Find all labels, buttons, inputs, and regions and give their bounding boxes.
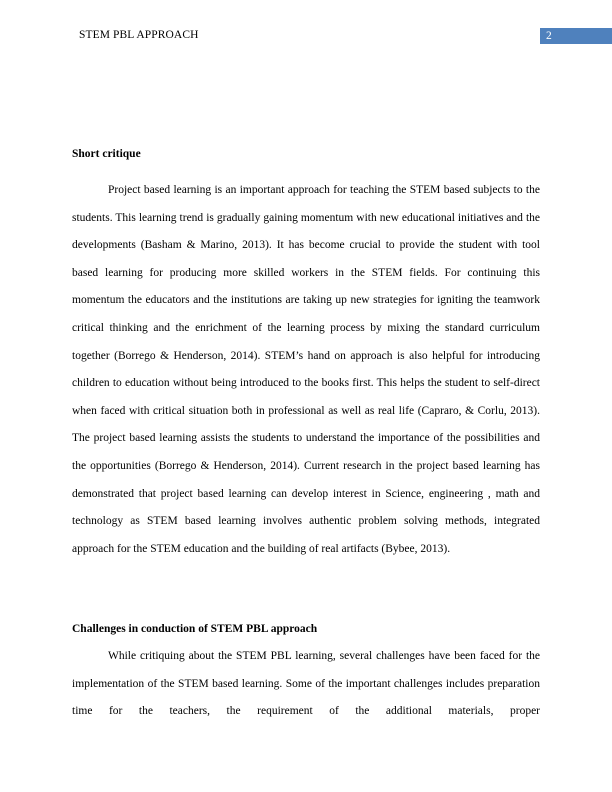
paragraph-short-critique: Project based learning is an important approach for teaching the STEM based subjects to the students. This learning trend is gradually gaining momentum with new educational initiatives and the developments (Basham & Marino, 2013). It has become crucial to provide the student with tool based learning for producing more skilled workers in the STEM fields. For continuing this momentum the educators and the institutions are taking up new strategies for igniting the teamwork critical thinking and the enrichment of the learning process by mixing the standard curriculum together (Borrego & Henderson, 2014). STEM’s hand on approach is also helpful for introducing children to education without being introduced to the books first. This helps the student to self-direct when faced with critical situation both in professional as well as real life (Capraro, & Corlu, 2013). The project based learning assists the students to understand the importance of the possibilities and the opportunities (Borrego & Henderson, 2014). Current research in the project based learning has demonstrated that project based learning can develop interest in Science, engineering , math and technology as STEM based learning involves authentic problem solving methods, integrated approach for the STEM education and the building of real artifacts (Bybee, 2013). — [72, 184, 540, 555]
page-number-badge: 2 — [540, 28, 612, 44]
running-head: STEM PBL APPROACH — [79, 29, 199, 41]
paragraph-challenges: While critiquing about the STEM PBL learning, several challenges have been faced for the implementation of the STEM based learning. Some of the important challenges includes preparation time for the teachers, the requirement of the additional materials, proper — [72, 650, 540, 718]
section-heading-challenges: Challenges in conduction of STEM PBL approach — [72, 623, 318, 635]
section-heading-short-critique: Short critique — [72, 148, 141, 160]
